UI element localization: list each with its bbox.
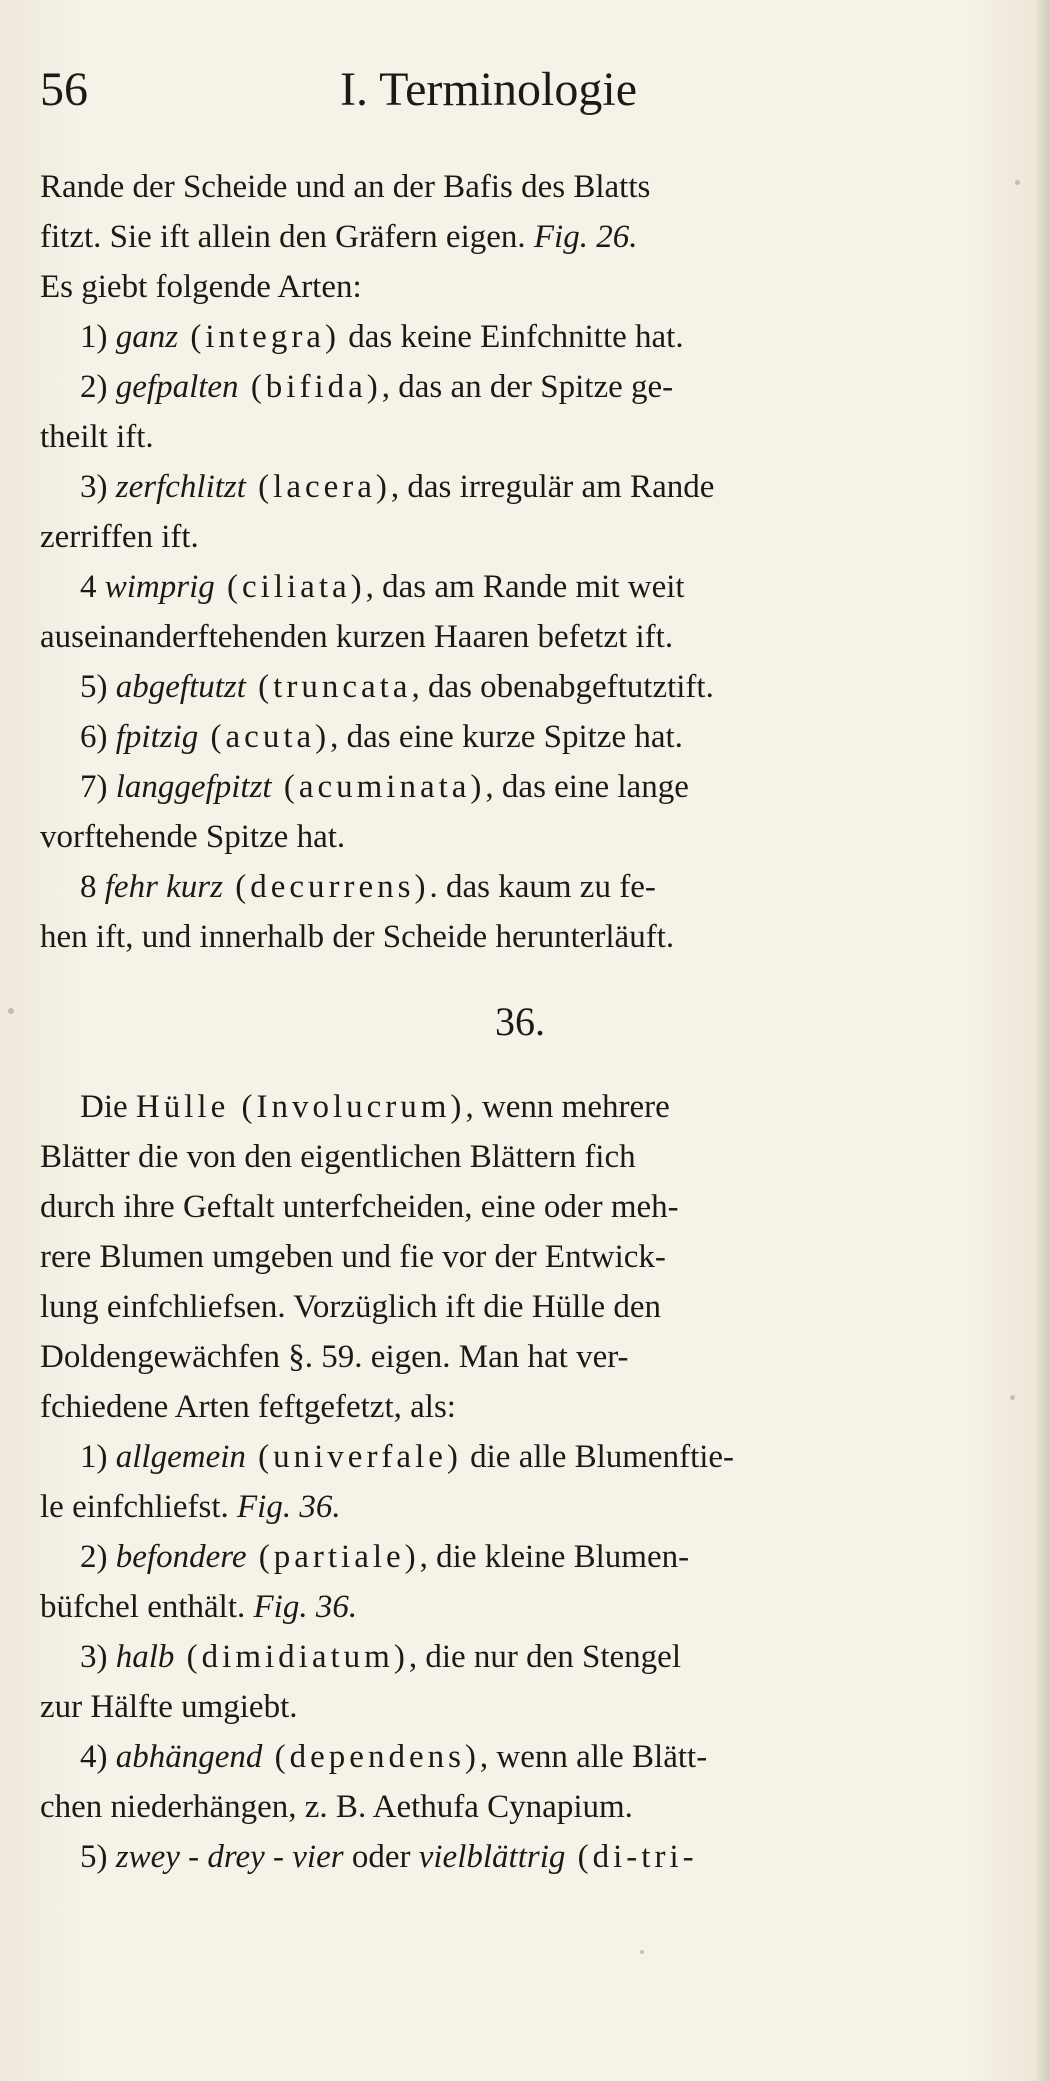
latin-term: (dimidiatum) bbox=[174, 1639, 409, 1675]
text-line: hen ift, und innerhalb der Scheide herunterläuft. bbox=[40, 919, 675, 955]
term: zerfchlitzt bbox=[115, 469, 246, 505]
list-item: 3) halb (dimidiatum), die nur den Stengel bbox=[80, 1639, 681, 1675]
latin-term: (di-tri- bbox=[565, 1839, 698, 1875]
term: befondere bbox=[115, 1539, 247, 1575]
term: langgefpitzt bbox=[115, 769, 272, 805]
latin-term: (decurrens) bbox=[223, 869, 430, 905]
term: wimprig bbox=[104, 569, 215, 605]
text-line: fitzt. Sie ift allein den Gräfern eigen. Fig. 26. bbox=[40, 219, 638, 255]
list-item: 7) langgefpitzt (acuminata), das eine lange bbox=[80, 769, 689, 805]
list-item: 8 fehr kurz (decurrens). das kaum zu fe- bbox=[80, 869, 656, 905]
list-item: 6) fpitzig (acuta), das eine kurze Spitze hat. bbox=[80, 719, 683, 755]
latin-term: (lacera) bbox=[245, 469, 391, 505]
list-item: 5) abgeftutzt (truncata, das obenabgeftutztift. bbox=[80, 669, 714, 705]
paper-speck bbox=[640, 1950, 644, 1954]
latin-term: (truncata bbox=[245, 669, 412, 705]
text-line: lung einfchliefsen. Vorzüglich ift die Hülle den bbox=[40, 1289, 662, 1325]
list-item: 1) allgemein (univerfale) die alle Blumenftie- bbox=[80, 1439, 735, 1475]
list-item: 2) befondere (partiale), die kleine Blumen- bbox=[80, 1539, 690, 1575]
list-item: 2) gefpalten (bifida), das an der Spitze ge- bbox=[80, 369, 674, 405]
text-line: auseinanderftehenden kurzen Haaren befetzt ift. bbox=[40, 619, 674, 655]
list-item: 3) zerfchlitzt (lacera), das irregulär am Rande bbox=[80, 469, 715, 505]
latin-term: (univerfale) bbox=[245, 1439, 462, 1475]
body-text bbox=[40, 162, 1020, 1882]
text-line: Blätter die von den eigentlichen Blättern fich bbox=[40, 1139, 636, 1175]
text-line: Es giebt folgende Arten: bbox=[40, 269, 362, 305]
text-line: fchiedene Arten feftgefetzt, als: bbox=[40, 1389, 456, 1425]
text-line: theilt ift. bbox=[40, 419, 154, 455]
term: Hülle bbox=[135, 1089, 230, 1125]
term: abgeftutzt bbox=[115, 669, 246, 705]
text-line: chen niederhängen, z. B. Aethufa Cynapium. bbox=[40, 1789, 633, 1825]
latin-term: (ciliata) bbox=[214, 569, 366, 605]
paper-speck bbox=[1010, 1395, 1015, 1400]
latin-term: (dependens) bbox=[262, 1739, 480, 1775]
text-line: büfchel enthält. Fig. 36. bbox=[40, 1589, 358, 1625]
text-line: durch ihre Geftalt unterfcheiden, eine oder meh- bbox=[40, 1189, 679, 1225]
latin-term: (Involucrum) bbox=[229, 1089, 466, 1125]
list-item: 5) zwey - drey - vier oder vielblättrig (di-tri- bbox=[80, 1839, 698, 1875]
latin-term: (bifida) bbox=[238, 369, 382, 405]
text-line: Doldengewächfen §. 59. eigen. Man hat ver- bbox=[40, 1339, 629, 1375]
term: halb bbox=[115, 1639, 175, 1675]
text-line: Die Hülle (Involucrum), wenn mehrere bbox=[80, 1089, 670, 1125]
term: zwey - drey - vier bbox=[115, 1839, 344, 1875]
text-line: rere Blumen umgeben und fie vor der Entwick- bbox=[40, 1239, 666, 1275]
text-line: le einfchliefst. Fig. 36. bbox=[40, 1489, 341, 1525]
term: fpitzig bbox=[115, 719, 199, 755]
latin-term: (integra) bbox=[178, 319, 340, 355]
text-line: zerriffen ift. bbox=[40, 519, 199, 555]
latin-term: (acuta) bbox=[198, 719, 331, 755]
text-line: zur Hälfte umgiebt. bbox=[40, 1689, 298, 1725]
term: ganz bbox=[115, 319, 179, 355]
paper-speck bbox=[8, 1008, 14, 1014]
page-edge-shadow bbox=[1035, 0, 1049, 2081]
term: fehr kurz bbox=[104, 869, 223, 905]
text-line: Rande der Scheide und an der Bafis des Blatts bbox=[40, 169, 651, 205]
figure-reference: Fig. 26. bbox=[533, 219, 638, 255]
list-item: 4 wimprig (ciliata), das am Rande mit weit bbox=[80, 569, 685, 605]
figure-reference: Fig. 36. bbox=[253, 1589, 358, 1625]
text-line: vorftehende Spitze hat. bbox=[40, 819, 346, 855]
latin-term: (acuminata) bbox=[271, 769, 486, 805]
paper-speck bbox=[1015, 180, 1020, 185]
term: allgemein bbox=[115, 1439, 246, 1475]
page-header bbox=[40, 62, 1000, 122]
section-number: 36. bbox=[495, 999, 545, 1044]
running-head: I. Terminologie bbox=[340, 63, 638, 116]
term: abhängend bbox=[115, 1739, 263, 1775]
term: vielblättrig bbox=[418, 1839, 566, 1875]
figure-reference: Fig. 36. bbox=[237, 1489, 341, 1525]
page-number: 56 bbox=[40, 63, 88, 116]
latin-term: (partiale) bbox=[246, 1539, 420, 1575]
list-item: 1) ganz (integra) das keine Einfchnitte hat. bbox=[80, 319, 684, 355]
term: gefpalten bbox=[115, 369, 239, 405]
list-item: 4) abhängend (dependens), wenn alle Blätt- bbox=[80, 1739, 708, 1775]
